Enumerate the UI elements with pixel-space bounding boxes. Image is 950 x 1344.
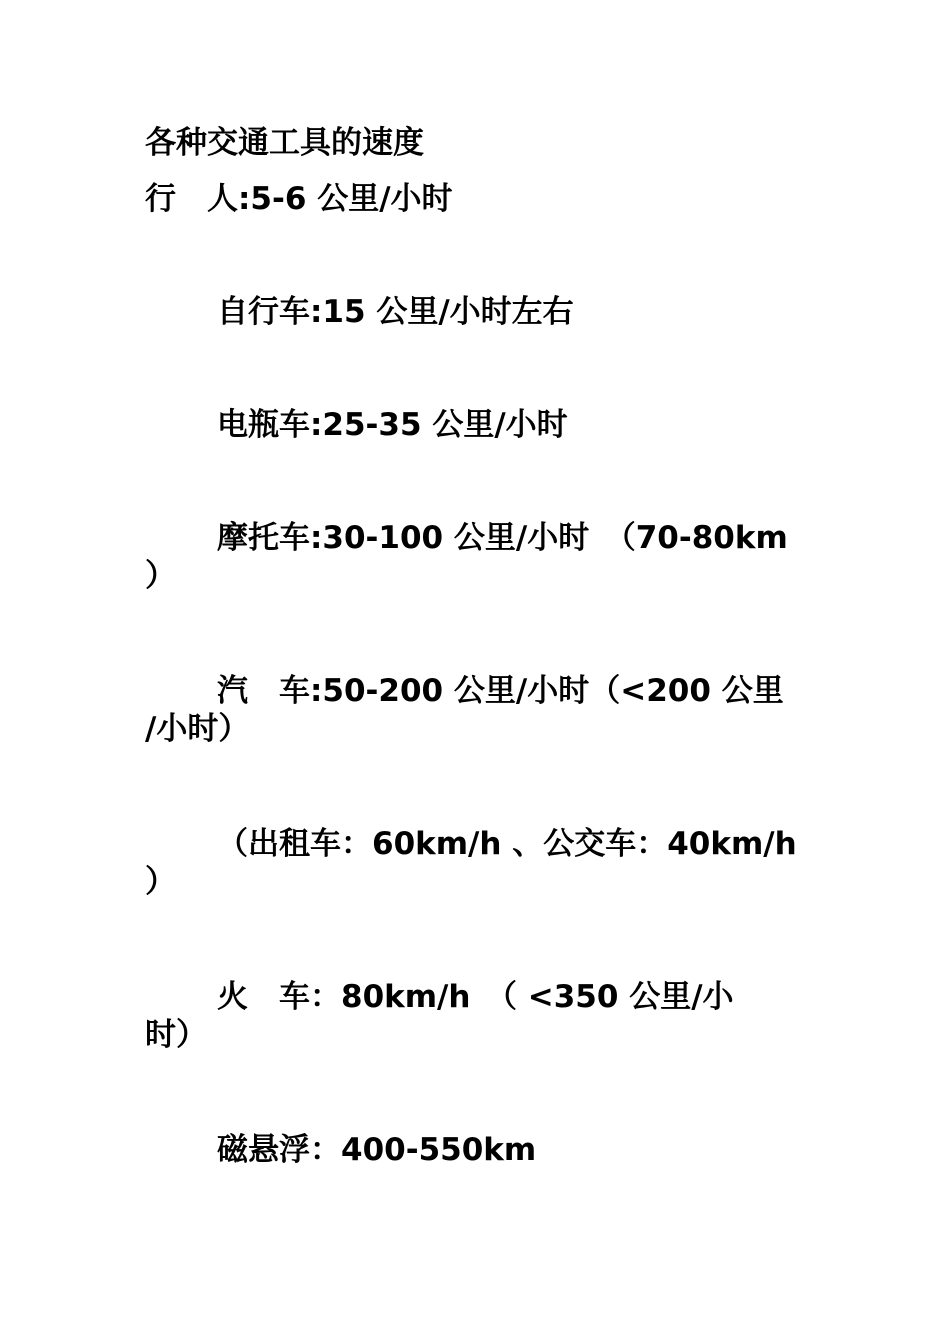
line-motorcycle <box>145 519 882 557</box>
line-car-continued <box>145 710 810 748</box>
line-motorcycle-continued <box>145 557 810 595</box>
line-text: 磁悬浮：400-550km <box>217 1132 537 1168</box>
line-car <box>145 672 882 710</box>
line-taxi-bus-continued <box>145 863 810 901</box>
line-text: 行 人:5-6 公里/小时 <box>145 181 453 217</box>
line-train-continued <box>145 1016 810 1054</box>
line-continuation: ） <box>145 558 176 594</box>
line-text: 汽 车:50-200 公里/小时（<200 公里 <box>217 673 784 709</box>
line-text: 火 车：80km/h （ <350 公里/小 <box>217 979 734 1015</box>
line-ebike <box>145 406 882 444</box>
line-train <box>145 978 882 1016</box>
document-title: 各种交通工具的速度 <box>145 125 424 161</box>
line-text: 自行车:15 公里/小时左右 <box>217 294 574 330</box>
line-continuation: 时） <box>145 1017 207 1053</box>
line-text: 电瓶车:25-35 公里/小时 <box>217 407 568 443</box>
line-continuation: ） <box>145 864 176 900</box>
line-text: （出租车：60km/h 、公交车：40km/h <box>217 826 797 862</box>
line-bicycle <box>145 293 882 331</box>
line-pedestrian <box>145 180 810 218</box>
line-taxi-bus <box>145 825 882 863</box>
line-continuation: /小时） <box>145 711 250 747</box>
line-text: 摩托车:30-100 公里/小时 （70-80km <box>217 520 788 556</box>
line-maglev <box>145 1131 882 1169</box>
